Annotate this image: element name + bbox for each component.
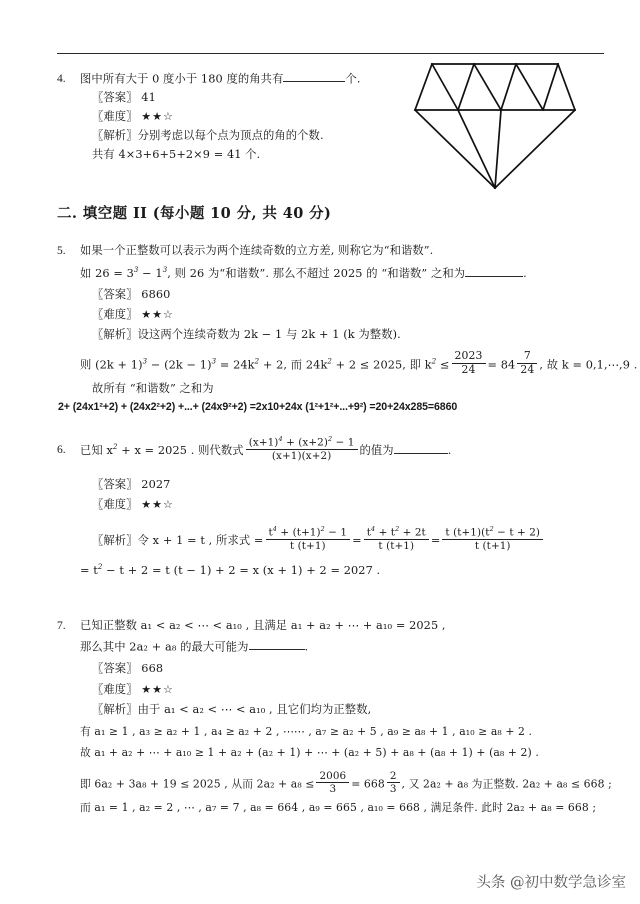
section-heading: 二. 填空题 II (每小题 10 分, 共 40 分)	[57, 205, 332, 222]
q7-analysis-label: 〖解析〗	[92, 703, 138, 716]
q5-frac1-numerator: 2023	[452, 350, 486, 364]
q7-derivation-line-3	[80, 772, 612, 797]
q6-f1-num-c: − 1	[324, 526, 348, 539]
watermark-credit: 头条 @初中数学急诊室	[476, 875, 626, 891]
q5-difficulty-label: 〖难度〗	[92, 308, 138, 321]
q5-stem-end: .	[523, 266, 527, 280]
q5-line-exp1: 3	[142, 357, 148, 366]
q6-frac-num-b: + (x+2)	[282, 436, 329, 449]
q5-number: 5.	[57, 245, 66, 257]
q6-answer-value: 2027	[141, 478, 171, 491]
header-rule	[57, 53, 604, 54]
diamond-svg	[410, 58, 580, 193]
q6-analysis-row	[92, 525, 545, 554]
q6-frac-numerator	[246, 436, 358, 450]
q7-answer-blank[interactable]	[249, 641, 305, 650]
q6-stem-b: + x = 2025 . 则代数式	[117, 443, 244, 457]
q6-answer-label: 〖答案〗	[92, 478, 138, 491]
q6-f2-denominator: t (t+1)	[378, 539, 415, 552]
q5-line-a4: + 2, 而 24k	[259, 358, 328, 372]
q5-difficulty-stars: ★★☆	[141, 308, 174, 321]
q6-final-line	[80, 564, 380, 576]
q6-difficulty-row	[92, 499, 174, 510]
q5-frac1-denominator: 24	[461, 362, 476, 376]
q6-frac-num-a: (x+1)	[248, 436, 279, 449]
q5-exp-2: 3	[162, 266, 168, 274]
q5-derivation-line	[80, 349, 638, 379]
q7-frac-numerator: 2006	[316, 770, 349, 783]
q4-answer-row	[92, 92, 156, 103]
q6-answer-row	[92, 479, 170, 490]
q7-fraction-2006-3	[316, 770, 349, 795]
q6-stem-exponent: 2	[112, 443, 118, 452]
q6-analysis-a: 令 x + 1 = t , 所求式 =	[137, 533, 264, 547]
q4-analysis-label: 〖解析〗	[92, 129, 138, 142]
q7-answer-value: 668	[141, 662, 164, 675]
q5-sum-intro: 故所有 “和谐数” 之和为	[92, 382, 214, 395]
q5-frac2-numerator: 7	[517, 350, 537, 364]
q6-f2-num-a: t	[366, 526, 371, 539]
q6-f3-denominator: t (t+1)	[474, 539, 511, 552]
q7-mixed-numerator: 2	[387, 770, 400, 783]
q7-analysis-text: 由于 a₁ < a₂ < ⋯ < a₁₀ , 且它们均为正整数,	[137, 703, 372, 716]
q6-f2-numerator	[364, 526, 429, 540]
q4-analysis-row	[92, 130, 324, 141]
q5-answer-blank[interactable]	[465, 267, 523, 276]
q7-stem-line2	[80, 641, 308, 653]
q7-difficulty-row	[92, 684, 174, 695]
q6-frac-num-c: − 1	[332, 436, 355, 449]
q4-difficulty-stars: ★★☆	[141, 110, 174, 123]
q4-difficulty-row	[92, 111, 174, 122]
q6-f1-num-exp-b: 2	[320, 525, 325, 534]
q4-answer-blank[interactable]	[283, 73, 345, 82]
q6-f3-num-b: − t + 2)	[493, 526, 541, 539]
q6-frac-num-exp-b: 2	[328, 435, 333, 444]
q7-line3-a: 即 6a₂ + 3a₈ + 19 ≤ 2025 , 从而 2a₂ + a₈ ≤	[80, 777, 315, 791]
q4-difficulty-label: 〖难度〗	[92, 110, 138, 123]
q7-stem-end: .	[304, 640, 309, 654]
q5-line-a6: ≤	[436, 358, 450, 372]
q5-stem-c: , 则 26 为“和谐数”. 那么不超过 2025 的 “和谐数” 之和为	[167, 266, 466, 280]
q6-frac-denominator: (x+1)(x+2)	[271, 449, 332, 462]
q6-final-a: = t	[80, 563, 98, 577]
q6-f1-num-exp-a: 4	[272, 525, 277, 534]
q7-mixed-fraction-2-3	[387, 770, 400, 795]
q7-stem-line1: 已知正整数 a₁ < a₂ < ⋯ < a₁₀ , 且满足 a₁ + a₂ + ⋯ + a₁₀ = 2025 ,	[80, 619, 446, 632]
q6-f2-num-exp-b: 2	[395, 525, 400, 534]
q6-f2-num-c: + 2t	[399, 526, 426, 539]
q5-analysis-row	[92, 329, 401, 340]
q6-number: 6.	[57, 444, 66, 456]
q6-analysis-label: 〖解析〗	[92, 533, 138, 547]
q7-answer-label: 〖答案〗	[92, 662, 138, 675]
q7-line3-b: = 668	[351, 777, 385, 791]
q7-frac-denominator: 3	[329, 783, 337, 796]
q5-line-a3: = 24k	[216, 358, 255, 372]
q6-f1-denominator: t (t+1)	[289, 539, 326, 552]
q5-fraction-2023-24	[452, 350, 486, 377]
q5-line-a7: = 84	[487, 358, 516, 372]
q5-exp-1: 3	[133, 266, 139, 274]
q7-derivation-line-1: 有 a₁ ≥ 1 , a₃ ≥ a₂ + 1 , a₄ ≥ a₂ + 2 , ⋯⋯ , a₇ ≥ a₂ + 5 , a₉ ≥ a₈ + 1 , a₁₀ ≥ a₈ + 2 .	[80, 725, 533, 738]
q5-answer-label: 〖答案〗	[92, 288, 138, 301]
q6-f3-num-a: t (t+1)(t	[445, 526, 490, 539]
q6-fraction-1	[266, 526, 351, 552]
q5-difficulty-row	[92, 309, 174, 320]
q5-analysis-text: 设这两个连续奇数为 2k − 1 与 2k + 1 (k 为整数).	[137, 328, 401, 341]
q6-final-b: − t + 2 = t (t − 1) + 2 = x (x + 1) + 2 = 2027 .	[102, 563, 381, 577]
q7-number: 7.	[57, 620, 66, 632]
q5-line-exp4: 2	[327, 357, 332, 366]
q4-analysis-text: 分别考虑以每个点为顶点的角的个数.	[137, 129, 324, 142]
q6-difficulty-label: 〖难度〗	[92, 498, 138, 511]
q5-line-a8: , 故 k = 0,1,⋯,9 .	[539, 358, 638, 372]
q6-f3-num-exp: 2	[489, 525, 494, 534]
q6-stem-fraction	[246, 436, 358, 462]
q7-stem-a: 那么其中 2a₂ + a₈ 的最大可能为	[80, 640, 249, 654]
q4-stem	[80, 73, 361, 85]
q5-line-exp5: 2	[431, 357, 437, 366]
q6-stem-end: .	[447, 443, 452, 457]
q7-analysis-row	[92, 704, 371, 715]
q6-fraction-3	[442, 526, 543, 552]
q4-analysis-line2: 共有 4×3+6+5+2×9 = 41 个.	[92, 148, 261, 161]
q6-equals-1: =	[352, 533, 362, 547]
q6-f1-numerator	[266, 526, 351, 540]
q5-line-a1: 则 (2k + 1)	[80, 358, 143, 372]
q7-difficulty-label: 〖难度〗	[92, 683, 138, 696]
q5-stem-a: 如 26 = 3	[80, 266, 134, 280]
q4-answer-value: 41	[141, 91, 156, 104]
q6-stem-a: 已知 x	[80, 443, 113, 457]
diamond-polygon-figure	[410, 58, 580, 198]
q4-stem-text: 图中所有大于 0 度小于 180 度的角共有	[80, 72, 284, 86]
q6-answer-blank[interactable]	[394, 445, 448, 454]
q6-stem	[80, 435, 452, 464]
q5-answer-value: 6860	[141, 288, 171, 301]
q4-number: 4.	[57, 73, 66, 85]
q5-answer-row	[92, 289, 170, 300]
q6-f2-num-exp-a: 4	[371, 525, 376, 534]
q6-difficulty-stars: ★★☆	[141, 498, 174, 511]
q6-frac-num-exp-a: 4	[278, 435, 283, 444]
q5-stem-b: − 1	[138, 266, 163, 280]
q4-stem-unit: 个.	[345, 72, 361, 86]
q6-f2-num-b: + t	[375, 526, 396, 539]
q5-analysis-label: 〖解析〗	[92, 328, 138, 341]
q6-equals-2: =	[430, 533, 441, 547]
q5-fraction-7-24	[517, 350, 537, 377]
q5-line-exp3: 2	[254, 357, 260, 366]
q7-derivation-line-2: 故 a₁ + a₂ + ⋯ + a₁₀ ≥ 1 + a₂ + (a₂ + 1) + ⋯ + (a₂ + 5) + a₈ + (a₈ + 1) + (a₈ + 2) .	[80, 746, 539, 759]
q7-derivation-line-4: 而 a₁ = 1 , a₂ = 2 , ⋯ , a₇ = 7 , a₈ = 664 , a₉ = 665 , a₁₀ = 668 , 满足条件. 此时 2a₂ + a₈ = 668 ;	[80, 801, 597, 814]
q7-line3-c: , 又 2a₂ + a₈ 为正整数. 2a₂ + a₈ ≤ 668 ;	[401, 777, 612, 791]
q6-f1-num-b: + (t+1)	[276, 526, 321, 539]
q7-difficulty-stars: ★★☆	[141, 683, 174, 696]
q6-fraction-2	[364, 526, 429, 552]
q7-mixed-denominator: 3	[389, 783, 397, 796]
q5-stem-line2	[80, 267, 527, 279]
q6-final-exponent: 2	[97, 563, 103, 571]
q5-line-a5: + 2 ≤ 2025, 即 k	[331, 358, 432, 372]
q5-sum-expression: 2+ (24x1²+2) + (24x2²+2) +...+ (24x9²+2) =2x10+24x (1²+1²+...+9²) =20+24x285=6860	[58, 401, 458, 413]
q5-line-a2: − (2k − 1)	[147, 358, 212, 372]
q4-answer-label: 〖答案〗	[92, 91, 138, 104]
q6-f1-num-a: t	[268, 526, 273, 539]
q7-answer-row	[92, 663, 163, 674]
q5-line-exp2: 3	[211, 357, 217, 366]
q5-frac2-denominator: 24	[520, 362, 535, 376]
q6-stem-c: 的值为	[359, 443, 394, 457]
q6-f3-numerator	[442, 526, 543, 540]
q5-stem-line1: 如果一个正整数可以表示为两个连续奇数的立方差, 则称它为“和谐数”.	[80, 244, 434, 257]
